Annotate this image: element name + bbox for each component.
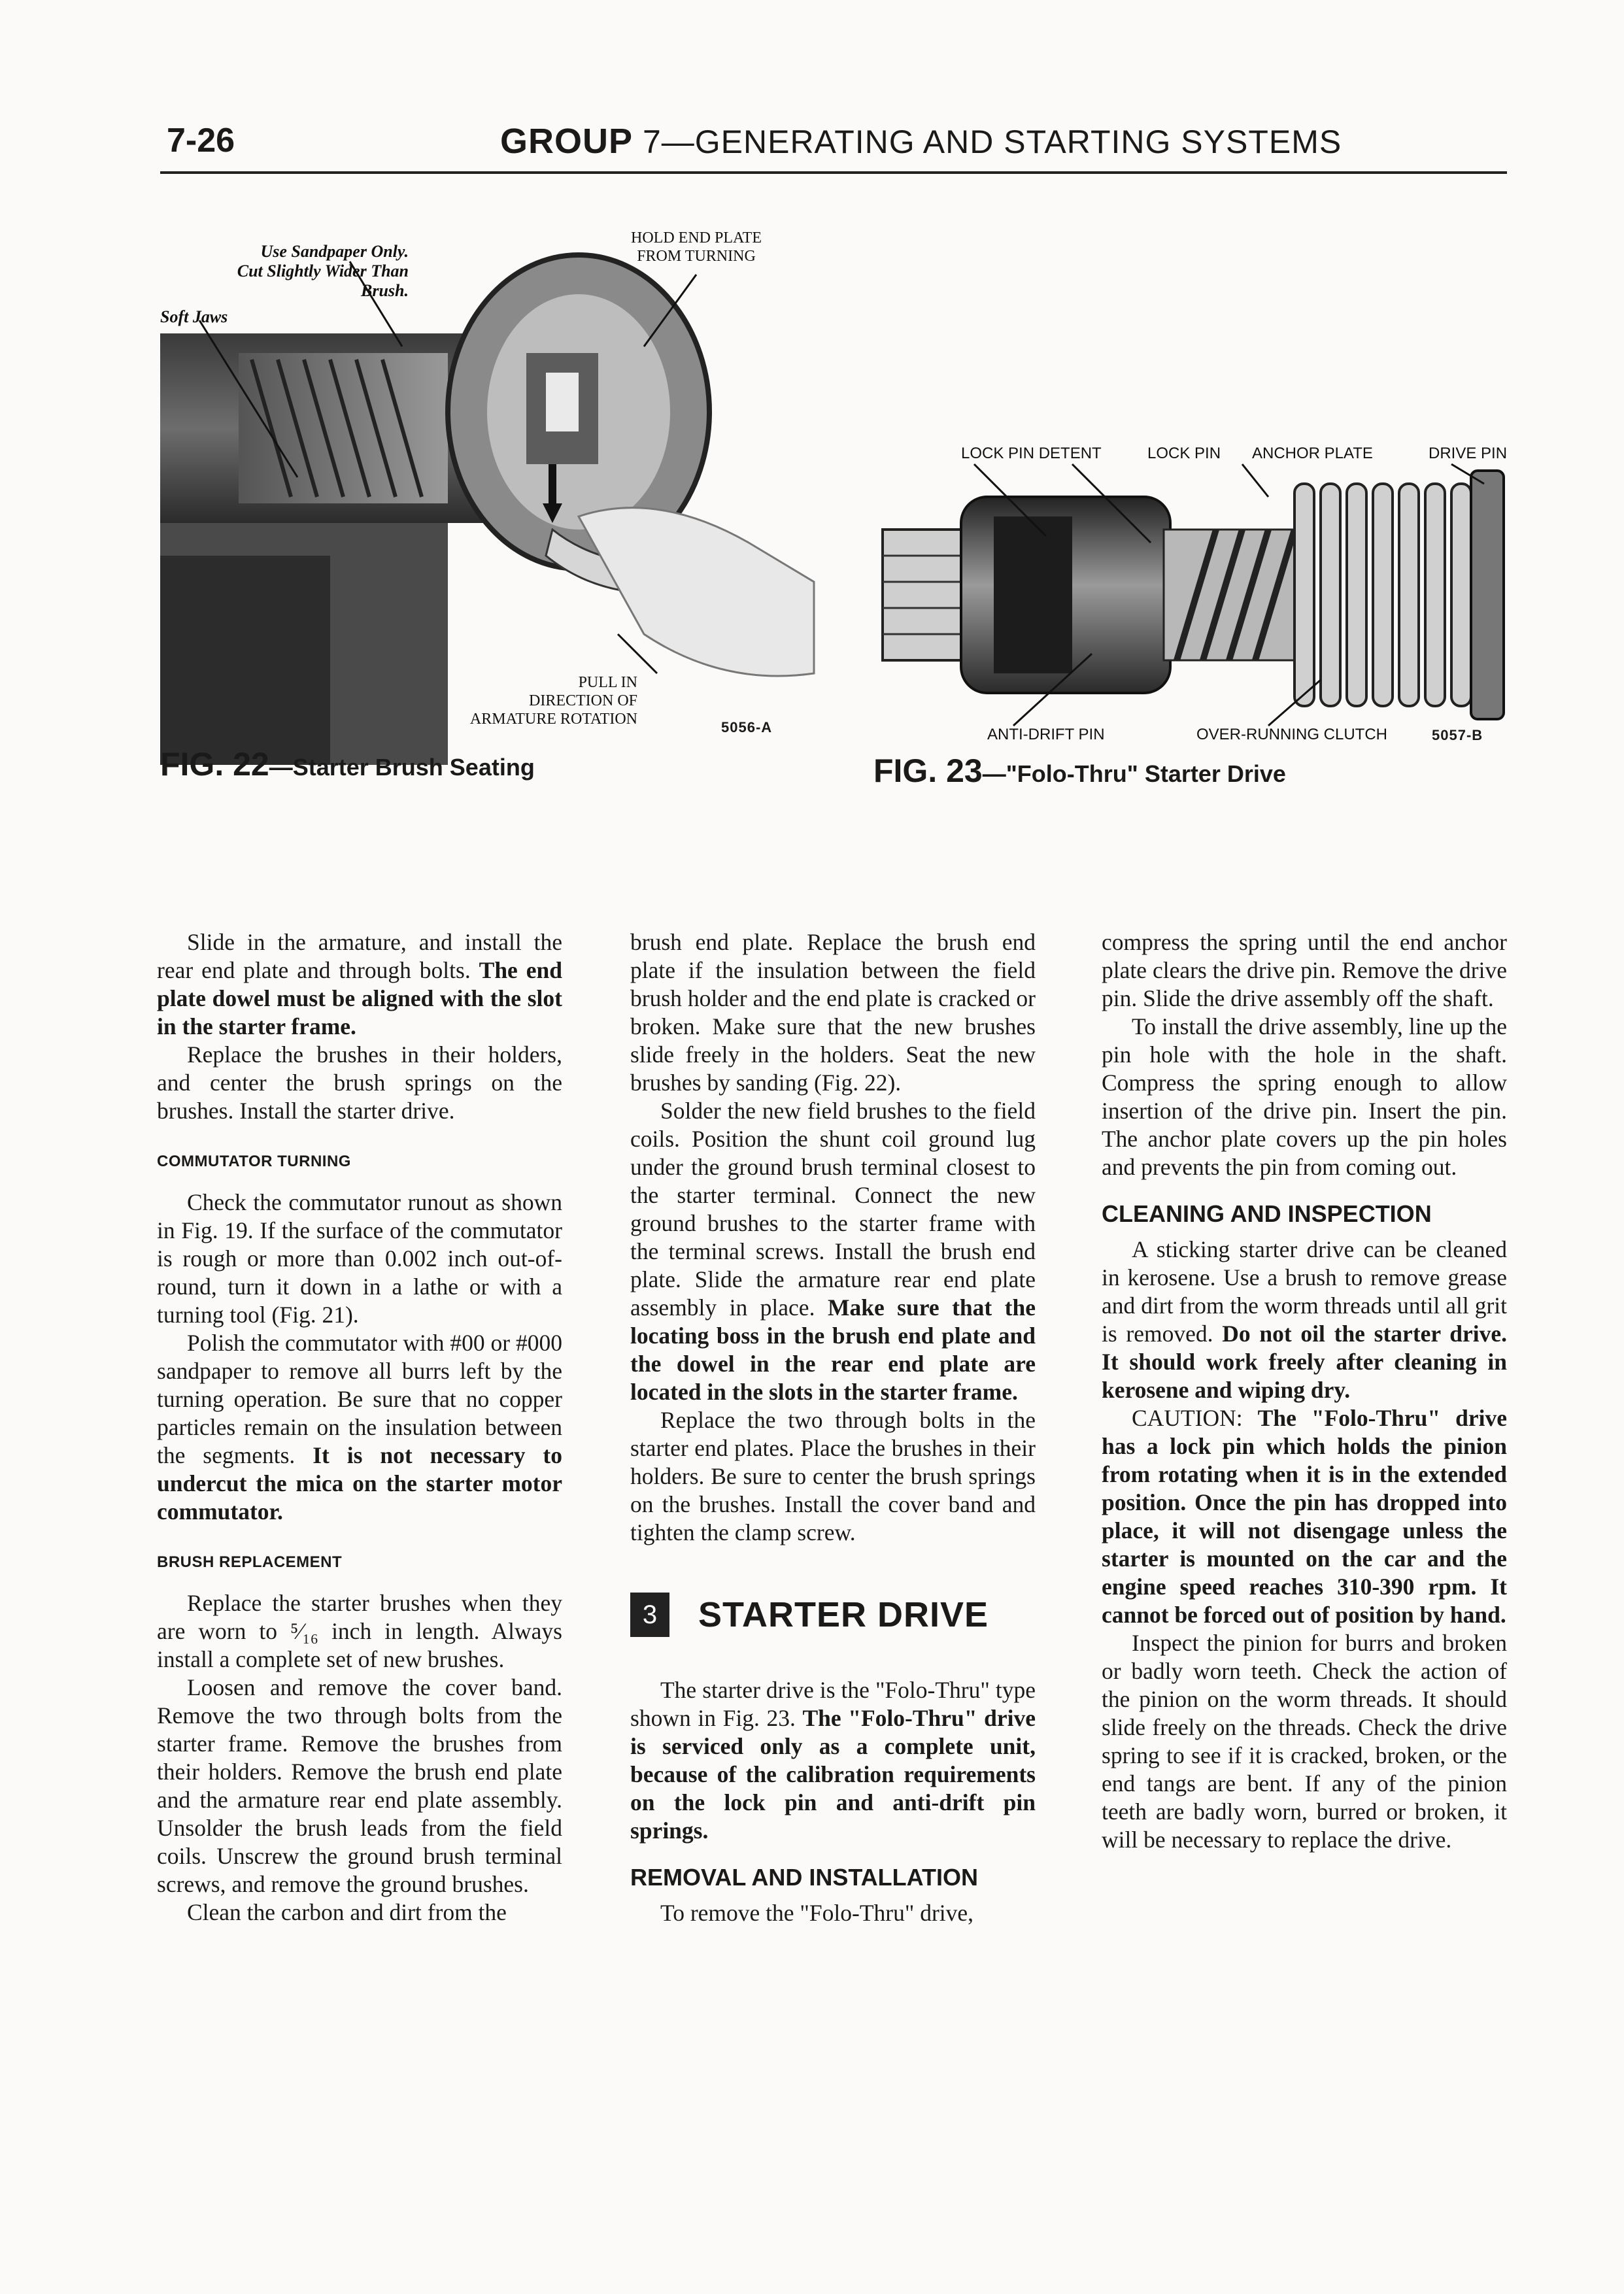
callout-pull-line1: PULL IN (578, 674, 637, 691)
col2-para-5: To remove the "Folo-Thru" drive, (660, 1900, 974, 1926)
figure-23-label: FIG. 23 (873, 752, 983, 789)
col1-para-3: Check the commutator runout as shown in Fig. 19. If the surface of the commutator is rough or more than 0.002 inch out-of-round, turn it down in a lathe or with a turning tool (Fig. 21). (157, 1189, 562, 1328)
col1-para-1 (157, 928, 562, 1041)
col3-para-3-bold: Do not oil the starter drive. It should work freely after cleaning in kerosene and wiping dry. (1102, 1321, 1507, 1403)
running-head-title: 7—GENERATING AND STARTING SYSTEMS (642, 124, 1342, 160)
col1-para-1-bold: The end plate dowel must be aligned with the slot in the starter frame. (157, 957, 562, 1039)
callout-sandpaper-line2: Cut Slightly Wider Than Brush. (237, 261, 409, 300)
col3-para-5: Inspect the pinion for burrs and broken or badly worn teeth. Check the action of the pinion on the worm threads. It should slide freely on the threads. Check the drive spring to see if it is cracked, broken, or the end tangs are bent. If any of the pinion teeth are badly worn, burred or broken, it will be necessary to replace the drive. (1102, 1630, 1507, 1853)
col1-para-5: Replace the starter brushes when they are worn to ⁵⁄₁₆ inch in length. Always install a complete set of new brushes. (157, 1590, 562, 1672)
col2-para-4-bold: The "Folo-Thru" drive is serviced only as a complete unit, because of the calibration requirements on the lock pin and anti-drift pin springs. (630, 1705, 1036, 1844)
label-anti-drift-pin: ANTI-DRIFT PIN (987, 726, 1105, 743)
callout-hold-line1: HOLD END PLATE (631, 229, 762, 246)
col3-para-4 (1102, 1404, 1507, 1629)
callout-sandpaper-line1: Use Sandpaper Only. (260, 242, 409, 261)
col3-para-4-bold: The "Folo-Thru" drive has a lock pin which holds the pinion from rotating when it is in the extended position. Once the pin has dropped into place, it will not disengage unless the starter is mounted on the car and the engine speed reaches 310-390 rpm. It cannot be forced out of position by hand. (1102, 1405, 1507, 1628)
label-over-running-clutch: OVER-RUNNING CLUTCH (1196, 726, 1388, 743)
figure-23-caption-text: —"Folo-Thru" Starter Drive (982, 760, 1286, 787)
col2-para-2 (630, 1097, 1036, 1406)
heading-cleaning-inspection: CLEANING AND INSPECTION (1102, 1200, 1432, 1227)
col1-para-6: Loosen and remove the cover band. Remove the two through bolts from the starter frame. Remove the brushes from their holders. Remove the brush end plate and the armature rear end plate assembly. Unsolder the brush leads from the field coils. Unscrew the ground brush terminal screws, and remove the ground brushes. (157, 1674, 562, 1897)
callout-hold-line2: FROM TURNING (637, 248, 756, 265)
col3-para-3-text: A sticking starter drive can be cleaned in kerosene. Use a brush to remove grease and dirt from the worm threads until all grit is removed. (1102, 1236, 1507, 1347)
figure-23 (876, 445, 1517, 745)
figure-23-photo (876, 445, 1517, 745)
col2-para-1: brush end plate. Replace the brush end plate if the insulation between the field brush holder and the end plate is cracked or broken. Make sure that the new brushes slide freely in the holders. Seat the new brushes by sanding (Fig. 22). (630, 929, 1036, 1096)
col1-para-1-text: Slide in the armature, and install the rear end plate and through bolts. (157, 929, 562, 983)
callout-pull-line3: ARMATURE ROTATION (469, 711, 637, 728)
col1-para-4-text: Polish the commutator with #00 or #000 sandpaper to remove all burrs left by the turning operation. Be sure that no copper particles remain on the insulation between the segments. (157, 1330, 562, 1468)
callout-sandpaper (212, 242, 409, 301)
figure-22-number: 5056-A (721, 719, 773, 735)
callout-pull-in (422, 673, 637, 728)
col1-para-4 (157, 1329, 562, 1526)
col3-para-2: To install the drive assembly, line up the pin hole with the hole in the shaft. Compress the spring enough to allow insertion of the drive pin. Insert the pin. The anchor plate covers up the pin holes and prevents the pin from coming out. (1102, 1013, 1507, 1180)
column-2 (630, 928, 1036, 1927)
label-lock-pin-detent: LOCK PIN DETENT (961, 445, 1102, 462)
section-heading-starter-drive (630, 1593, 1036, 1637)
heading-removal-installation: REMOVAL AND INSTALLATION (630, 1864, 978, 1891)
running-head-group: GROUP (500, 122, 634, 161)
col1-para-7: Clean the carbon and dirt from the (187, 1899, 507, 1925)
figure-23-caption (873, 752, 1286, 790)
section-number-badge: 3 (630, 1593, 669, 1637)
callout-pull-line2: DIRECTION OF (529, 692, 637, 709)
page-number: 7-26 (167, 122, 235, 160)
running-head (500, 121, 1342, 161)
figure-22-caption (160, 745, 535, 783)
label-drive-pin: DRIVE PIN (1429, 445, 1508, 462)
figure-22-caption-text: —Starter Brush Seating (269, 754, 535, 781)
col3-para-1: compress the spring until the end anchor plate clears the drive pin. Remove the drive pin. Slide the drive assembly off the shaft. (1102, 929, 1507, 1011)
figure-22 (160, 216, 820, 771)
label-anchor-plate: ANCHOR PLATE (1252, 445, 1373, 462)
column-3 (1102, 928, 1507, 1854)
col2-para-2-text: Solder the new field brushes to the field coils. Position the shunt coil ground lug under the ground brush terminal closest to the starter terminal. Connect the new ground brushes to the starter frame with the terminal screws. Install the brush end plate. Slide the armature rear end plate assembly in place. (630, 1098, 1036, 1321)
column-1 (157, 928, 562, 1927)
section-title: STARTER DRIVE (698, 1594, 989, 1634)
figure-23-number: 5057-B (1432, 727, 1483, 743)
figure-22-label: FIG. 22 (160, 746, 269, 783)
heading-brush-replacement: BRUSH REPLACEMENT (157, 1553, 343, 1571)
col1-para-4-bold: It is not necessary to undercut the mica on the starter motor commutator. (157, 1442, 562, 1525)
col3-para-3 (1102, 1236, 1507, 1404)
col2-para-4 (630, 1676, 1036, 1845)
label-lock-pin: LOCK PIN (1147, 445, 1221, 462)
col3-para-4-text: CAUTION: (1132, 1405, 1243, 1431)
col1-para-2: Replace the brushes in their holders, and center the brush springs on the brushes. Install the starter drive. (157, 1041, 562, 1124)
callout-soft-jaws: Soft Jaws (160, 307, 228, 326)
col2-para-3: Replace the two through bolts in the starter end plates. Place the brushes in their holders. Be sure to center the brush springs on the brushes. Install the cover band and tighten the clamp screw. (630, 1407, 1036, 1545)
col2-para-2-bold: Make sure that the locating boss in the brush end plate and the dowel in the rear end plate are located in the slots in the starter frame. (630, 1294, 1036, 1405)
col2-para-4-text: The starter drive is the "Folo-Thru" type shown in Fig. 23. (630, 1677, 1036, 1731)
heading-commutator-turning: COMMUTATOR TURNING (157, 1153, 351, 1170)
header-rule (160, 171, 1507, 174)
callout-hold-end-plate (631, 229, 762, 265)
